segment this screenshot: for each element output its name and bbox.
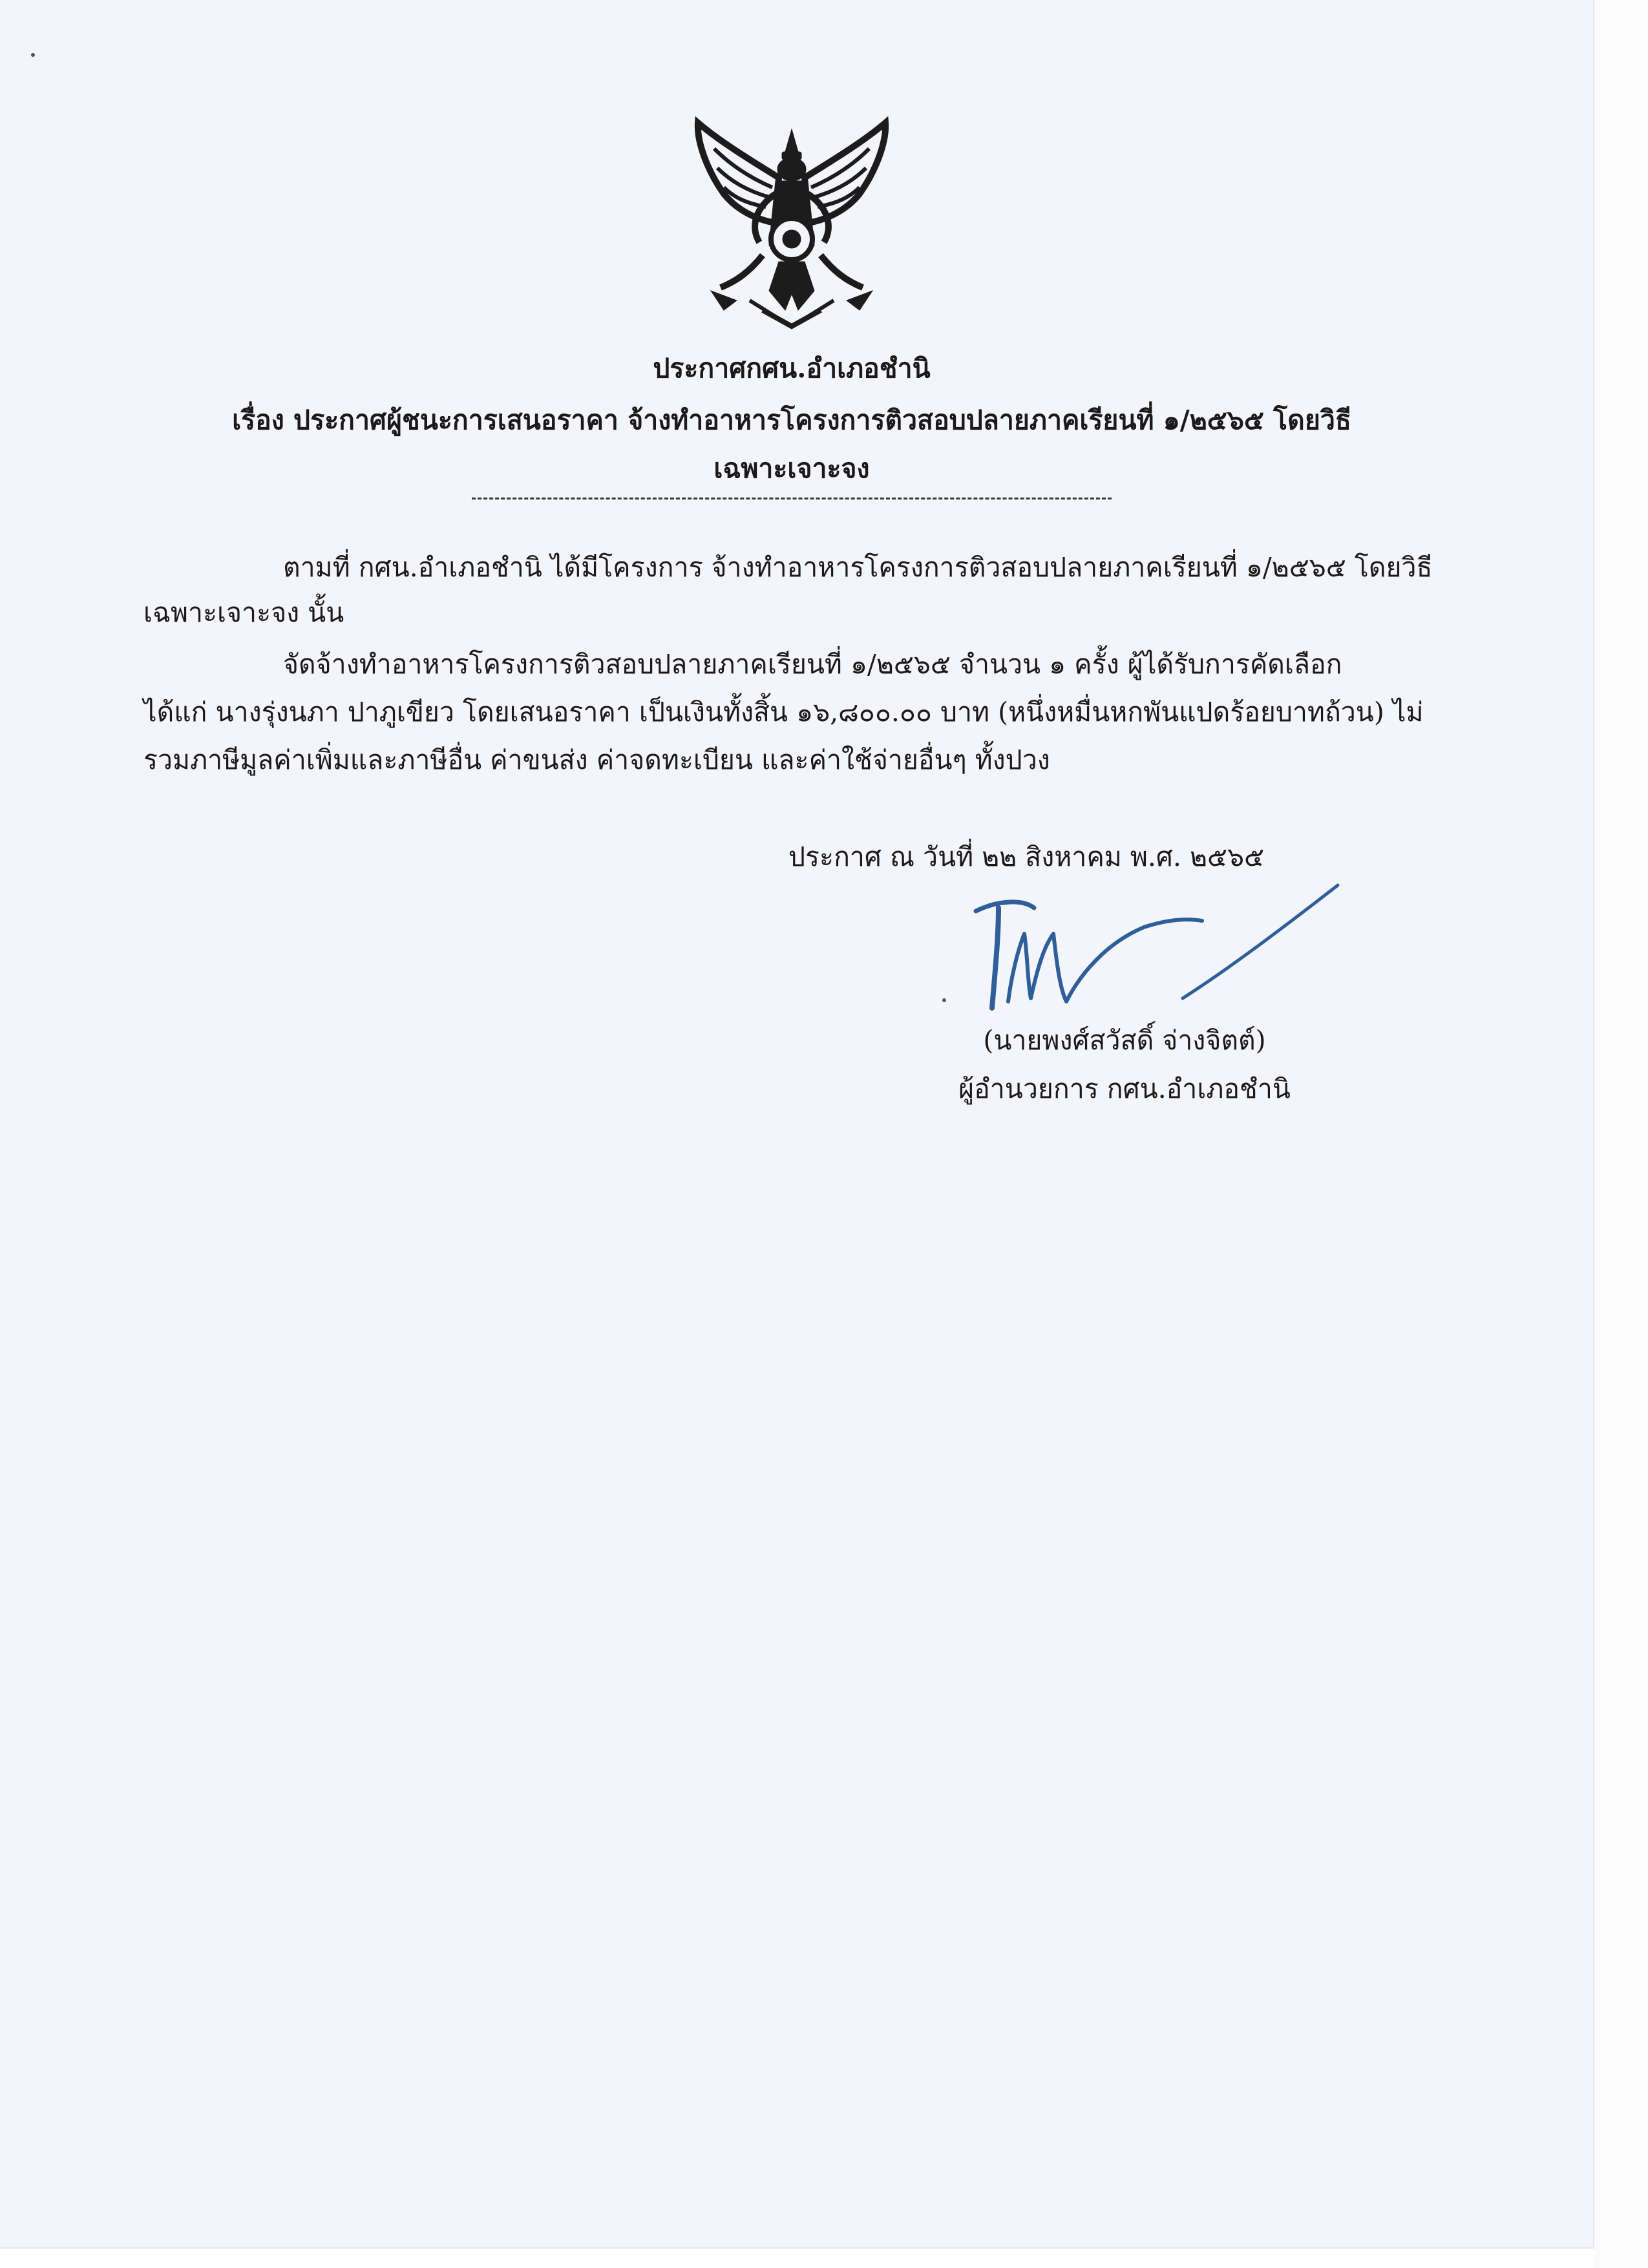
paragraph-2-line-2: ได้แก่ นางรุ่งนภา ปาภูเขียว โดยเสนอราคา เป็นเงินทั้งสิ้น ๑๖,๘๐๐.๐๐ บาท (หนึ่งหมื่นหกพันแปดร้อยบาทถ้วน) ไม่ (143, 697, 1424, 728)
announcement-subject-continued: เฉพาะเจาะจง (713, 453, 870, 484)
handwritten-signature (937, 872, 1351, 1034)
paragraph-1-line-2: เฉพาะเจาะจง นั้น (143, 597, 344, 628)
paragraph-1-line-1: ตามที่ กศน.อำเภอชำนิ ได้มีโครงการ จ้างทำอาหารโครงการติวสอบปลายภาคเรียนที่ ๑/๒๕๖๕ โดยวิธี (283, 552, 1433, 583)
signer-name: (นายพงศ์สวัสดิ์ จ่างจิตต์) (983, 1025, 1266, 1056)
announcement-subject: เรื่อง ประกาศผู้ชนะการเสนอราคา จ้างทำอาหารโครงการติวสอบปลายภาคเรียนที่ ๑/๒๕๖๕ โดยวิธี (232, 404, 1351, 436)
paragraph-2-line-3: รวมภาษีมูลค่าเพิ่มและภาษีอื่น ค่าขนส่ง ค่าจดทะเบียน และค่าใช้จ่ายอื่นๆ ทั้งปวง (143, 744, 1050, 775)
header-separator (472, 498, 1112, 499)
announcement-title: ประกาศกศน.อำเภอชำนิ (653, 353, 931, 384)
scan-speck (31, 53, 35, 57)
signer-title: ผู้อำนวยการ กศน.อำเภอชำนิ (958, 1073, 1291, 1104)
garuda-emblem-icon (685, 116, 898, 330)
paragraph-2-line-1: จัดจ้างทำอาหารโครงการติวสอบปลายภาคเรียนที่ ๑/๒๕๖๕ จำนวน ๑ ครั้ง ผู้ได้รับการคัดเลือก (283, 649, 1342, 680)
announcement-date: ประกาศ ณ วันที่ ๒๒ สิงหาคม พ.ศ. ๒๕๖๕ (788, 841, 1265, 872)
scan-margin (1594, 0, 1648, 2268)
